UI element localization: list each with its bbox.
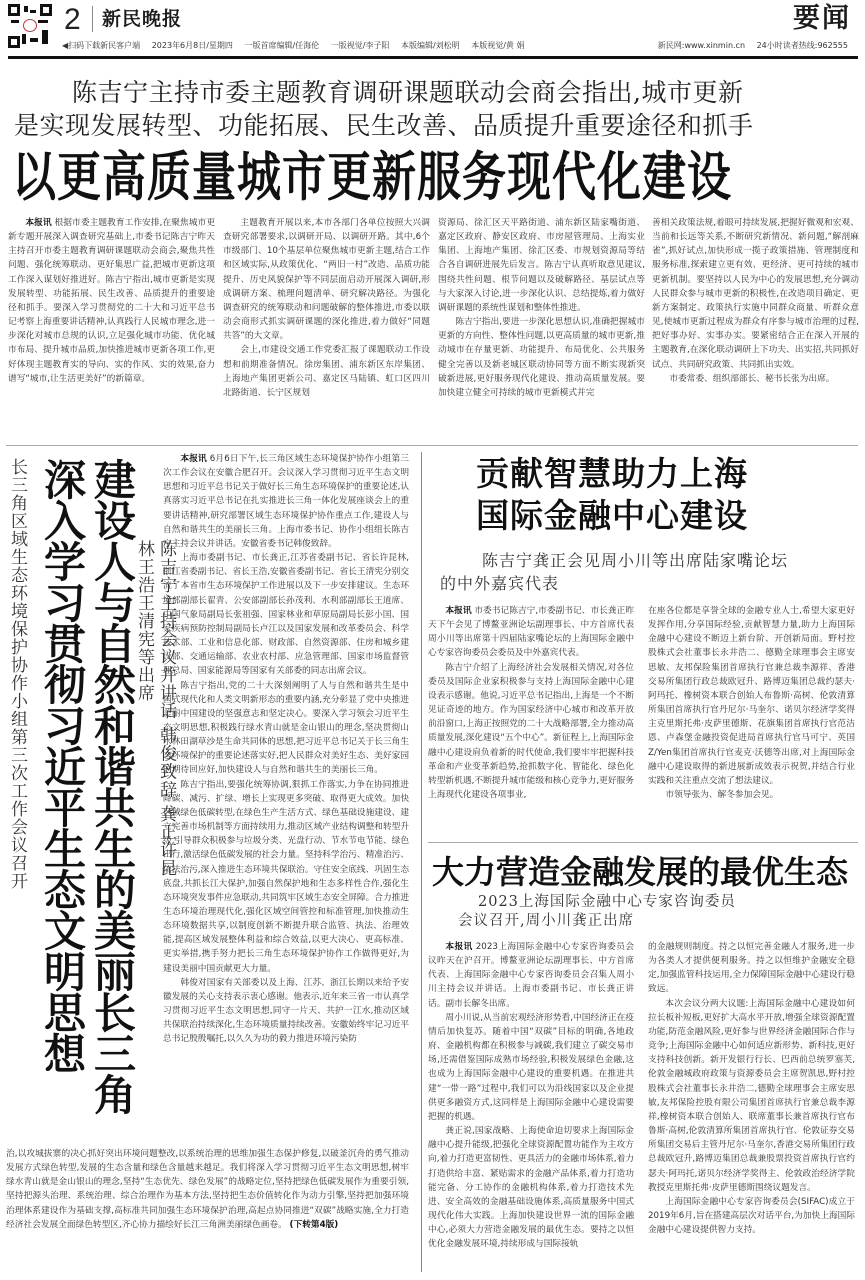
- paragraph: 根据市委主题教育工作安排,在聚焦城市更新专题开展深入调查研究基础上,市委书记陈吉宁昨天主持召开市委主题教育调研课题联动会商会,聚焦共性问题、强化统筹联动、更好集思广益,把城市更新这项工作深入谋划好推进好。陈吉宁指出,城市更新是实现发展转型、功能拓展、民生改善、品质提升的重要途径和抓手。要深入学习贯彻党的二十大和习近平总书记考察上海重要讲话精神,认真践行人民城市理念,进一步深化对城市总规的认识,立足强化城市功能、优化城市布局、提升城市品质,加快推进城市更新各项工作,更好体现主题教育实的导向、实的作风、实的效果,奋力谱写“城市,让生活更美好”的新篇章。: [8, 218, 216, 384]
- left-story-headline-1[interactable]: 建设人与自然和谐共生的美丽长三角: [88, 458, 137, 1114]
- left-story-body: [163, 452, 409, 1047]
- paragraph: 上海市委副书记、市长龚正,江苏省委副书记、省长许昆林,浙江省委副书记、省长王浩,安徽省委副书记、省长王清宪分别交流了本省市生态环境保护工作进展以及下一步安排建议。生态环境部副部长翟青、公安部副部长孙茂利、水利部副部长王道席、中国气象局副局长张祖强、国家林业和草原局副局长彭小国、国家疾病预防控制局副局长卢江以及国家发展和改革委员会、科学技术部、工业和信息化部、财政部、自然资源部、住房和城乡建设部、交通运输部、农业农村部、应急管理部、国家市场监督管理总局、国家能源局等国家有关部委的同志出席会议。: [163, 553, 410, 677]
- paragraph: 6月6日下午,长三角区域生态环境保护协作小组第三次工作会议在安徽合肥召开。会议深入学习贯彻习近平生态文明思想和习近平总书记关于做好长三角生态环境保护的重要论述,认真落实习近平总书记在扎实推进长三角一体化发展座谈会上的重要讲话精神,研究部署区域生态环境保护协作重点工作,建设人与自然和谐共生的美丽长三角。上海市委书记、协作小组组长陈吉宁主持会议并讲话。安徽省委书记韩俊致辞。: [163, 454, 410, 549]
- paragraph: 市委书记陈吉宁,市委副书记、市长龚正昨天下午会见了博鳌亚洲论坛副理事长、中方首席代表周小川等出席第十四届陆家嘴论坛的上海国际金融中心专家咨询委员会委员及中外嘉宾代表。: [428, 606, 635, 659]
- lead-body-col-2: [223, 216, 430, 400]
- dateline: 本报讯: [25, 218, 52, 228]
- scan-download-link[interactable]: ◀扫码下载新民客户端: [62, 41, 141, 50]
- header-divider: [92, 6, 93, 32]
- left-story-body-continued: [6, 1147, 409, 1232]
- paragraph: 会上,市建设交通工作党委汇报了课题联动工作设想和前期准备情况。徐房集团、浦东新区东岸集团、上海地产集团更新公司、嘉定区马陆镇、虹口区四川北路街道、长宁区规划: [223, 345, 430, 398]
- headline-line: 贡献智慧助力上海: [476, 454, 748, 493]
- paragraph: 陈吉宁指出,要强化统筹协调,狠抓工作落实,力争在协同推进降碳、减污、扩绿、增长上实现更多突破、取得更大成效。加快区域绿色低碳转型,在绿色生产生活方式、绿色基础设施建设、建立完善市场机制等方面持续用力,推动区域产业结构调整和转型升级,引导群众积极参与垃圾分类、光盘行动、节水节电节能、绿色出行,激活绿色低碳发展的社会力量。坚持科学治污、精准治污、依法治污,深入推进生态环境共保联治。守住安全底线、巩固生态底盘,共抓长江大保护,加强自然保护地和生态多样性合作,强化生态环境突发事件应急联动,共同筑牢区域生态安全屏障。合力推进生态环境治理现代化,强化区域空间管控和标准管理,加快推动生态环境数据共享,以制度创新不断提升联合监管、执法、治理效能,提高区域发展整体利益和综合效益,以更大决心、更高标准、更实举措,携手努力把长三角生态环境保护协作工作做得更好,为建设美丽中国贡献更大力量。: [163, 779, 410, 974]
- editor-credit: 本版编辑/刘松明: [400, 41, 460, 50]
- paragraph: 龚正说,国家战略、上海使命迫切要求上海国际金融中心提升能级,把强化全球资源配置功能作为主攻方向,着力打造更富韧性、更具活力的金融市场体系,着力打造供给丰富、紧贴需求的金融产品体系,着力打造功能完备、分工协作的金融机构体系,着力打造技术先进、安全高效的金融基础设施体系,高质量服务中国式现代化伟大实践。上海加快建设世界一流的国际金融中心,必须大力营造金融发展的最优生态。要持之以恒优化金融发展环境,持续形成与国际接轨: [428, 1126, 634, 1250]
- dateline: 本报讯: [445, 606, 472, 616]
- paragraph: 资源局、徐汇区天平路街道、浦东新区陆家嘴街道、嘉定区政府、静安区政府、市房屋管理局、上海实业集团、上海地产集团、徐汇区委、市规划资源局等结合各自调研进展先后发言。陈吉宁认真听取意见建议,围绕共性问题、根节问题以及破解路径、基层试点等与大家深入讨论,进一步深化认识、总结提炼,着力做好调研课题的系统性谋划和整体性推进。: [438, 218, 645, 313]
- paragraph: 的金融规则制度。持之以恒完善金融人才服务,进一步为各类人才提供便利服务。持之以恒维护金融安全稳定,加强监管科技运用,全力保障国际金融中心建设行稳致远。: [648, 942, 855, 995]
- continued-on-page-link[interactable]: (下转第4版): [289, 1219, 339, 1230]
- column-rule: [421, 452, 422, 1272]
- subtitle-line: 的中外嘉宾代表: [440, 574, 560, 593]
- right-story-1-col-1: [428, 604, 634, 802]
- paragraph: 陈吉宁指出,要进一步深化思想认识,准确把握城市更新的方向性、整体性问题,以更高质量的城市更新,推动城市在存量更新、功能提升、布局优化、公共服务健全完善以及新老城区联动协同等方面不断实现新突破新进展,更好服务现代化建设、推动高质量发展。要加快建立健全可持续的城市更新模式并完: [438, 317, 645, 398]
- paragraph: 周小川说,从当前宏观经济形势看,中国经济正在疫情后加快复苏。随着中国“双碳”目标的明确,各地政府、金融机构都在积极参与减碳,我们建立了碳交易市场,还需借鉴国际成熟市场经验,积极发展绿色金融,这也成为上海国际金融中心建设的重要机遇。在推进共建“一带一路”过程中,我们可以为沿线国家以及企业提供更多融资方式,这同样是上海国际金融中心建设需要把握的机遇。: [428, 1012, 634, 1122]
- paragraph: 市委常委、组织部部长、秘书长张为出席。: [669, 373, 835, 384]
- editor-credit: 本版视觉/黄 娟: [471, 41, 525, 50]
- right-story-1-col-2: [648, 604, 855, 802]
- paragraph: 韩俊对国家有关部委以及上海、江苏、浙江长期以来给予安徽发展的关心支持表示衷心感谢。他表示,近年来三省一市认真学习贯彻习近平生态文明思想,同守一片天、共护一江水,推动区域共保联治持续深化,生态环境质量持续改善。安徽始终牢记习近平总书记殷殷嘱托,以久久为功的毅力推进环境污染防: [163, 977, 410, 1045]
- paragraph: 陈吉宁指出,党的二十大深刻阐明了人与自然和谐共生是中国式现代化和人类文明新形态的重要内涵,充分彰显了党中央推进美丽中国建设的坚强意志和坚定决心。要深入学习领会习近平生态文明思想,积极践行绿水青山就是金山银山的理念,坚决贯彻山水林田湖草沙是生命共同体的思想,把习近平总书记关于长三角生态环境保护的重要论述落实好,把人民群众对美好生态、美好家园的期待回应好,加快建设人与自然和谐共生的美丽长三角。: [163, 680, 410, 776]
- headline-line: 国际金融中心建设: [476, 496, 748, 535]
- lead-subtitle-line: 陈吉宁主持市委主题教育调研课题联动会商会指出,城市更新: [72, 78, 744, 107]
- qr-code-icon[interactable]: [8, 4, 52, 48]
- section-divider: [6, 445, 858, 446]
- left-story-headline-2[interactable]: 深入学习贯彻习近平生态文明思想: [38, 458, 87, 1073]
- right-story-1-headline[interactable]: [476, 453, 748, 537]
- paragraph: 善相关政策法规,着眼可持续发展,把握好微观和宏观、当前和长远等关系,不断研究新情况、新问题,“解剖麻雀”,抓好试点,加快形成一揽子政策措施、管理制度和服务标准,探索建立更有效、更经济、更可持续的城市更新机制。要坚持以人民为中心的发展思想,充分调动人民群众参与城市更新的积极性,在改造项目确定、更新方案制定、政策执行实施中同群众商量、听群众意见,使城市更新过程成为群众有序参与城市治理的过程,把好事办好、实事办实。要紧密结合正在深入开展的主题教育,在深化联动调研上下功夫、出实招,共同抓好试点、共同研究政策、共同抓出实效。: [652, 218, 859, 370]
- paragraph: 主题教育开展以来,本市各部门各单位按照大兴调查研究部署要求,以调研开局、以调研开路。其中,6个市级部门、10个基层单位聚焦城市更新主题,结合工作和区域实际,从政策优化、“两旧一村”改造、品质功能提升、历史风貌保护等不同层面启动开展深入调研,形成调研方案、梳理问题清单、研究解决路径。为强化调查研究的统筹联动和问题破解的整体推进,市委以联动会商形式抓实调研课题的深化推进,着力做好“同题共答”的大文章。: [223, 218, 430, 342]
- editor-credit: 一版首席编辑/任海伦: [244, 41, 320, 50]
- reader-hotline: 24小时读者热线:962555: [756, 41, 848, 50]
- newspaper-name: 新民晚报: [102, 8, 183, 30]
- paragraph: 2023上海国际金融中心专家咨询委员会议昨天在沪召开。博鳌亚洲论坛副理事长、中方首席代表、上海国际金融中心专家咨询委员会召集人周小川主持会议并讲话。上海市委副书记、市长龚正讲话。副市长解冬出席。: [428, 942, 635, 1009]
- left-story-deck: 陈吉宁主持会议并讲话 韩俊致辞 龚正许昆林王浩王清宪等出席: [134, 540, 176, 877]
- paragraph: 本次会议分两大议题:上海国际金融中心建设如何拉长板补短板,更好扩大高水平开放,增强全球资源配置功能,防范金融风险,更好参与世界经济金融国际合作与竞争;上海国际金融中心如何适应新形势、新科技,更好支持科技创新。新开发银行行长、巴西前总统罗塞芙,伦敦金融城政府政策与资源委员会主席贺凯思,野村控股株式会社董事长永井浩二,德勤全球理事会主席安思敏,友邦保险控股有限公司集团首席执行官兼总裁李源祥,橡树资本联合创始人、联席董事长兼首席执行官布鲁斯·高树,伦敦清算所集团首席执行官、伦敦证券交易所集团交易后主管丹尼尔·马奎尔,香港交易所集团行政总裁欧冠升,路博迈集团总裁兼股票投资首席执行官约瑟夫·阿玛托,诺贝尔经济学奖得主、伦敦政治经济学院教授克里斯托弗·皮萨里德斯围绕议题发言。: [648, 998, 855, 1193]
- right-story-2-col-2: [648, 940, 855, 1237]
- dateline: 本报讯: [180, 454, 207, 464]
- lead-subtitle: [14, 76, 854, 142]
- paragraph: 在座各位都是享誉全球的金融专业人士,希望大家更好发挥作用,分享国际经验,贡献智慧力量,助力上海国际金融中心建设不断迈上新台阶、开创新局面。野村控股株式会社董事长永井浩二、德勤全球理事会主席安思敏、友邦保险集团首席执行官兼总裁李源祥、香港交易所集团行政总裁欧冠升、路博迈集团总裁约瑟夫·阿玛托、橡树资本联合创始人布鲁斯·高树、伦敦清算所集团首席执行官丹尼尔·马奎尔、诺贝尔经济学奖得主克里斯托弗·皮萨里德斯、花旗集团首席执行官范洁恩、卢森堡金融投资促进局首席执行官马可宁、英国Z/Yen集团首席执行官麦克·沃德等出席,对上海国际金融中心建设取得的新进展新成效表示祝贺,并结合行业实践和关注重点交流了想法建议。: [648, 606, 855, 786]
- lead-headline[interactable]: 以更高质量城市更新服务现代化建设: [12, 147, 732, 209]
- issue-date: 2023年6月8日/星期四: [151, 41, 233, 50]
- header-info-bar: [62, 40, 857, 52]
- left-story-kicker: 长三角区域生态环境保护协作小组第三次工作会议召开: [7, 458, 27, 890]
- paragraph: 市领导张为、解冬参加会见。: [665, 790, 779, 801]
- right-story-2-subtitle: [458, 893, 858, 931]
- lead-body-col-4: [652, 216, 859, 386]
- section-divider: [428, 842, 858, 843]
- right-story-1-subtitle: [440, 549, 840, 595]
- subtitle-line: 陈吉宁龚正会见周小川等出席陆家嘴论坛: [482, 551, 789, 570]
- website-link[interactable]: 新民网:www.xinmin.cn: [657, 41, 746, 50]
- lead-body-col-3: [438, 216, 645, 400]
- editor-credit: 一版视觉/李子阳: [330, 41, 390, 50]
- dateline: 本报讯: [445, 942, 473, 952]
- lead-body-col-1: [8, 216, 215, 386]
- subtitle-line: 2023上海国际金融中心专家咨询委员: [478, 894, 736, 910]
- right-story-2-headline[interactable]: 大力营造金融发展的最优生态: [432, 853, 849, 891]
- section-name: 要闻: [793, 3, 851, 34]
- right-story-2-col-1: [428, 940, 634, 1251]
- subtitle-line: 会议召开,周小川龚正出席: [458, 913, 635, 929]
- header-rule: [8, 56, 858, 59]
- lead-subtitle-line: 是实现发展转型、功能拓展、民生改善、品质提升重要途径和抓手: [14, 111, 754, 140]
- page-number: 2: [64, 3, 81, 36]
- paragraph: 陈吉宁介绍了上海经济社会发展相关情况,对各位委员及国际企业家积极参与支持上海国际金融中心建设表示感谢。他说,习近平总书记指出,上海是一个不断见证奇迹的地方。作为国家经济中心城市和改革开放前沿窗口,上海正按照党的二十大战略部署,全力推动高质量发展,深化建设“五个中心”。新征程上,上海国际金融中心建设肩负着新的时代使命,我们要牢牢把握科技革命和产业变革新趋势,抢抓数字化、智能化、绿色化转型新机遇,不断提升城市能级和核心竞争力,更好服务上海现代化建设各项事业,: [428, 662, 634, 801]
- paragraph: 上海国际金融中心专家咨询委员会(SIFAC)成立于2019年6月,旨在搭建高层次对话平台,为加快上海国际金融中心建设提供智力支持。: [648, 1196, 855, 1236]
- paragraph: 治,以攻城拔寨的决心抓好突出环境问题整改,以系统治理的思维加强生态保护修复,以破釜沉舟的勇气推动发展方式绿色转型,发展的生态含量和绿色含量越来越足。我们将深入学习贯彻习近平生态文明思想,树牢绿水青山就是金山银山的理念,坚持“生态优先、绿色发展”的战略定位,坚持把绿色低碳发展作为重要引领,坚持把源头治理、系统治理、综合治理作为基本方法,坚持把生态价值转化作为动力引擎,坚持把加强环境治理体系建设作为基础支撑,高标准共同加强生态环境保护治理,高起点协同推进“双碳”战略实施,全力打造经济社会发展全面绿色转型区,齐心协力描绘好长江三角洲美丽绿色画卷。: [6, 1149, 409, 1230]
